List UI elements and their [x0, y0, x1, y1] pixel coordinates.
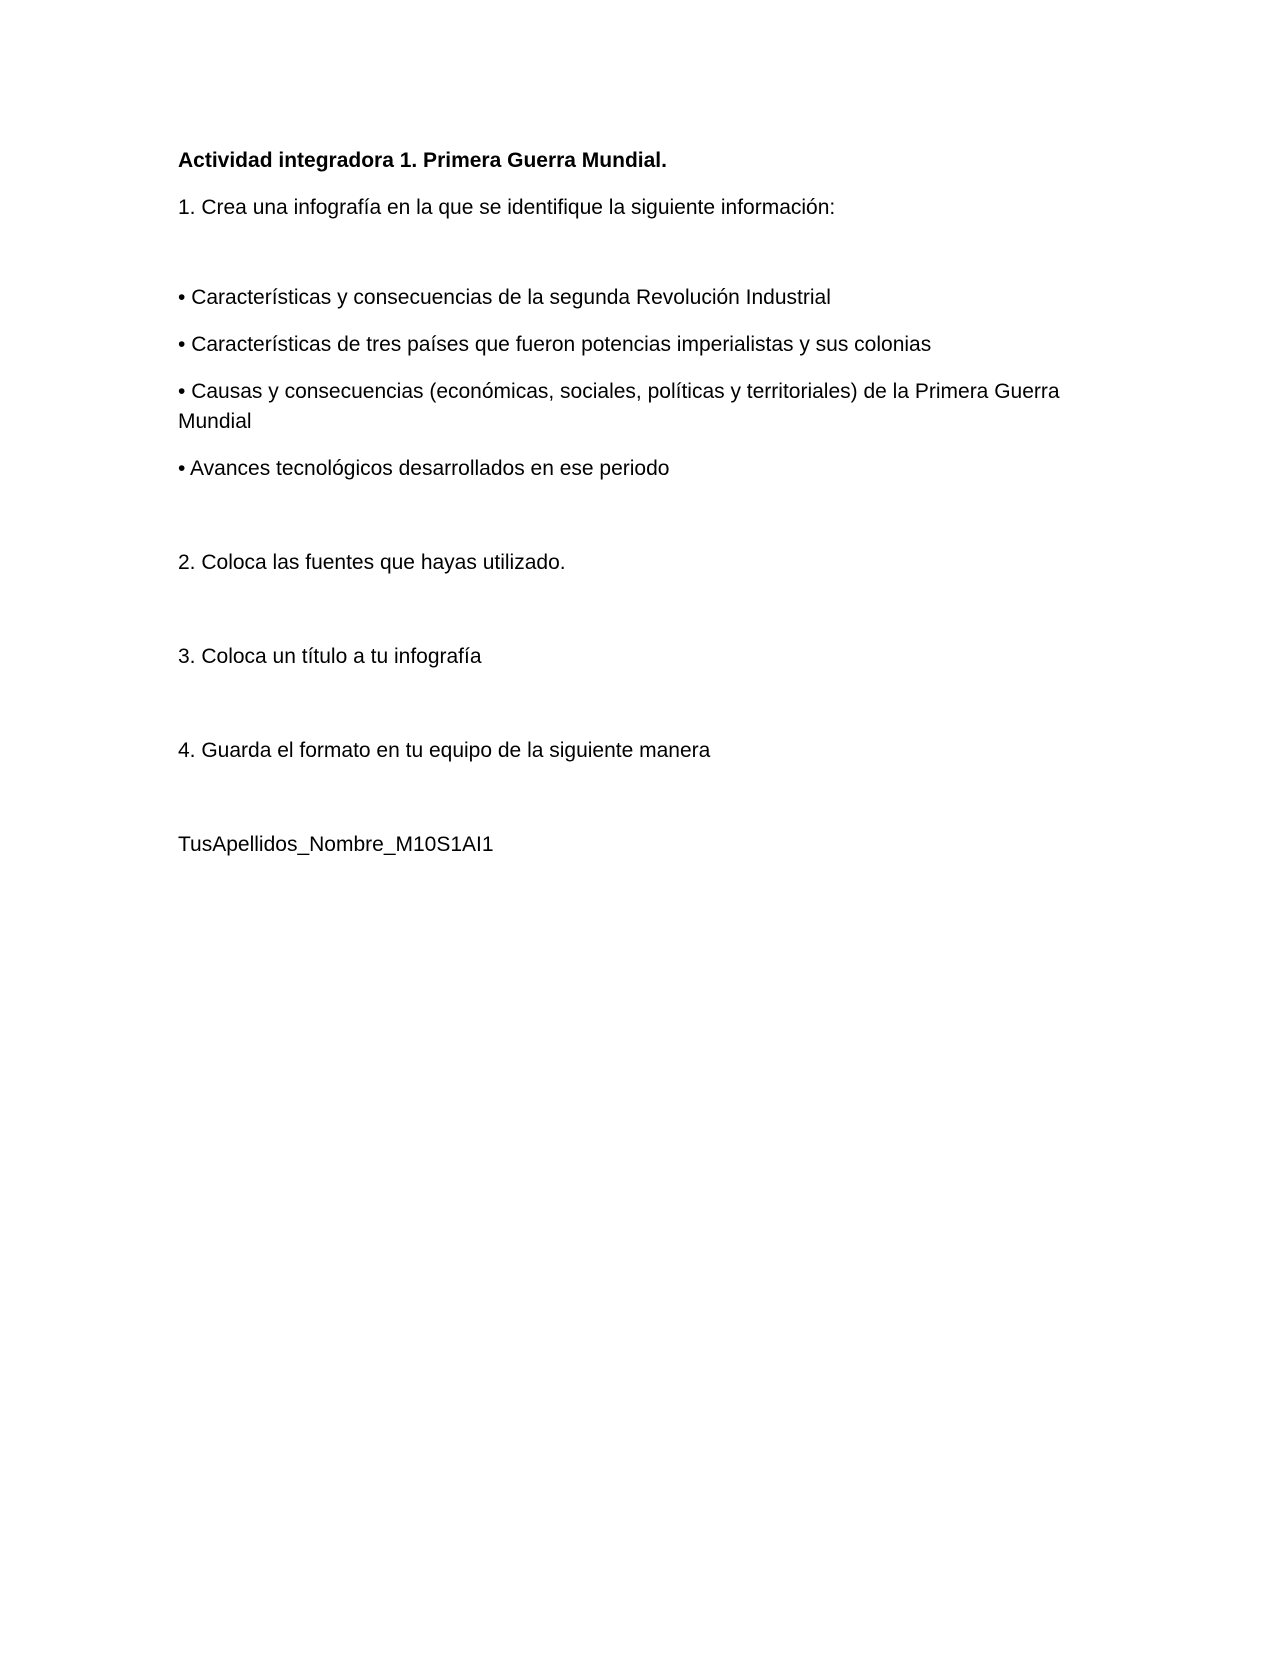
bullet-symbol: • [178, 333, 186, 356]
spacer [178, 766, 1078, 830]
instruction-2: 2. Coloca las fuentes que hayas utilizado. [178, 551, 566, 574]
filename-format: TusApellidos_Nombre_M10S1AI1 [178, 833, 494, 856]
bullet-text: Causas y consecuencias (económicas, sociales, políticas y territoriales) de la Primera Guerra Mundial [178, 380, 1060, 433]
bullet-item [178, 377, 1078, 437]
bullet-symbol: • [178, 380, 186, 403]
bullet-item [178, 454, 1078, 484]
spacer [178, 672, 1078, 736]
bullet-text: Avances tecnológicos desarrollados en ese periodo [190, 457, 670, 480]
instruction-1: 1. Crea una infografía en la que se identifique la siguiente información: [178, 196, 836, 219]
bullet-text: Características y consecuencias de la segunda Revolución Industrial [191, 286, 831, 309]
instruction-3: 3. Coloca un título a tu infografía [178, 645, 482, 668]
bullet-symbol: • [178, 457, 186, 480]
document-title: Actividad integradora 1. Primera Guerra Mundial. [178, 149, 667, 172]
bullet-item [178, 283, 1078, 313]
spacer [178, 223, 1078, 283]
instruction-4: 4. Guarda el formato en tu equipo de la siguiente manera [178, 739, 711, 762]
bullet-symbol: • [178, 286, 186, 309]
bullet-text: Características de tres países que fueron potencias imperialistas y sus colonias [191, 333, 932, 356]
bullet-item [178, 330, 1078, 360]
document-body [178, 146, 1078, 860]
spacer [178, 484, 1078, 548]
spacer [178, 578, 1078, 642]
